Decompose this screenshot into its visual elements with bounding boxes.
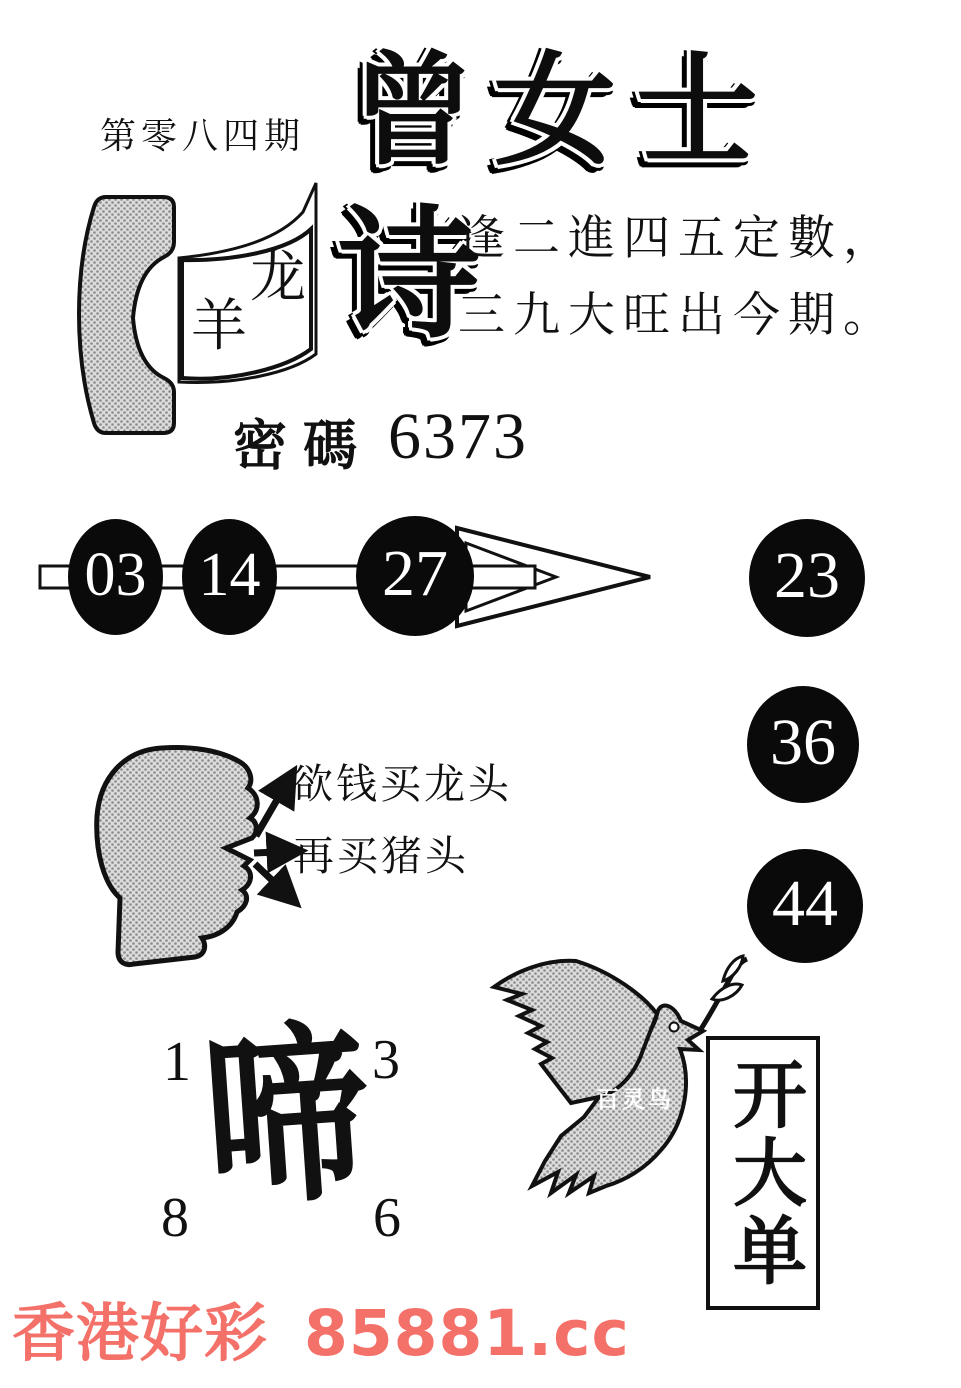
hint-line-1: 欲钱买龙头 — [292, 761, 512, 807]
corner-digit-top-left: 1 — [163, 1031, 191, 1093]
password-value: 6373 — [388, 400, 528, 473]
ball-number: 03 — [84, 540, 147, 609]
riddle-glyph: 啼 — [197, 1007, 377, 1232]
ball-number: 27 — [382, 537, 448, 610]
verdict-text: 开大单 — [722, 1056, 804, 1290]
corner-digit-bottom-left: 8 — [161, 1187, 189, 1249]
corner-digit-bottom-right: 6 — [373, 1187, 401, 1249]
speaking-head-icon — [97, 748, 298, 965]
ball-number: 36 — [770, 705, 836, 779]
footer-domain[interactable]: 85881.cc — [304, 1297, 630, 1370]
ball-number: 14 — [198, 540, 261, 609]
dove-eye — [670, 1023, 679, 1032]
olive-branch-icon — [701, 956, 747, 1029]
number-ball — [747, 849, 863, 963]
dove-label: 百灵鸟 — [596, 1087, 674, 1112]
telephone-handset-icon — [79, 197, 174, 433]
poem-glyph: 诗 — [338, 197, 480, 355]
footer — [12, 1297, 630, 1370]
password-label: 密碼 — [233, 416, 373, 476]
verdict-box — [706, 1036, 820, 1310]
poem-line-2: 三九大旺出今期。 — [458, 290, 898, 342]
footer-brand: 香港好彩 — [12, 1297, 268, 1370]
number-ball — [749, 519, 865, 637]
page-title: 曾女士 — [352, 45, 778, 180]
poem-line-1: 逢二進四五定數， — [458, 213, 898, 265]
number-ball — [182, 519, 277, 635]
hint-line-2: 再买猪头 — [293, 833, 469, 879]
number-ball — [356, 516, 474, 636]
number-ball — [747, 686, 859, 803]
zodiac-goat-label: 羊 — [191, 296, 247, 358]
zodiac-dragon-label: 龙 — [250, 247, 306, 309]
ball-number: 44 — [772, 867, 838, 940]
issue-label: 第零八四期 — [100, 116, 306, 156]
number-ball — [68, 519, 163, 635]
corner-digit-top-right: 3 — [372, 1029, 400, 1091]
ball-number: 23 — [774, 539, 840, 612]
